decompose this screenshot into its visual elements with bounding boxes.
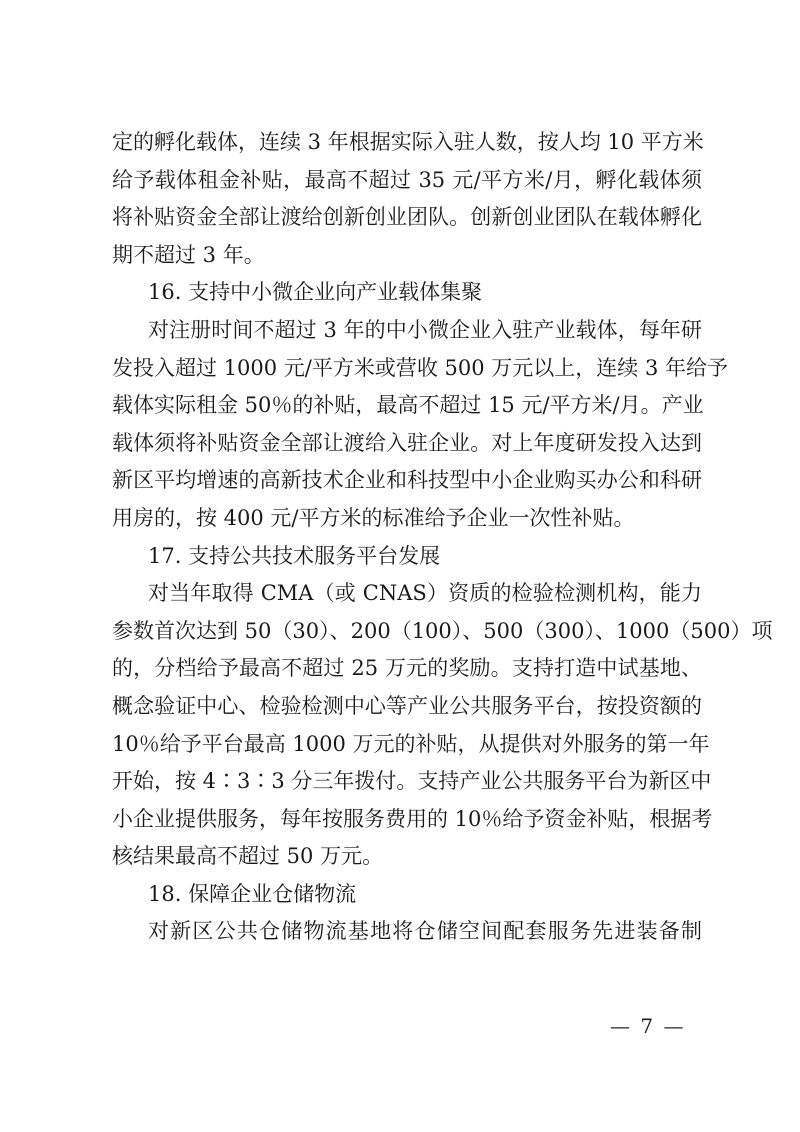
paragraph-line: 用房的，按 400 元/平方米的标准给予企业一次性补贴。 — [112, 505, 635, 530]
paragraph-line: 开始，按 4∶3∶3 分三年拨付。支持产业公共服务平台为新区中 — [112, 769, 712, 794]
paragraph-line: 载体实际租金 50％的补贴，最高不超过 15 元/平方米/月。产业 — [112, 393, 704, 418]
paragraph-line: 载体须将补贴资金全部让渡给入驻企业。对上年度研发投入达到 — [112, 430, 702, 455]
section-heading-16: 16. 支持中小微企业向产业载体集聚 — [148, 280, 483, 305]
paragraph-line: 概念验证中心、检验检测中心等产业公共服务平台，按投资额的 — [112, 693, 702, 718]
paragraph-line: 核结果最高不超过 50 万元。 — [112, 844, 384, 869]
page-number: — 7 — — [610, 1014, 686, 1038]
paragraph-line: 对注册时间不超过 3 年的中小微企业入驻产业载体，每年研 — [148, 317, 702, 342]
paragraph-line: 10％给予平台最高 1000 万元的补贴，从提供对外服务的第一年 — [112, 731, 710, 756]
section-heading-18: 18. 保障企业仓储物流 — [148, 881, 357, 906]
paragraph-line: 对当年取得 CMA（或 CNAS）资质的检验检测机构，能力 — [148, 581, 702, 606]
paragraph-line: 对新区公共仓储物流基地将仓储空间配套服务先进装备制 — [148, 919, 702, 944]
paragraph-line: 发投入超过 1000 元/平方米或营收 500 万元以上，连续 3 年给予 — [112, 355, 729, 380]
paragraph-line: 给予载体租金补贴，最高不超过 35 元/平方米/月，孵化载体须 — [112, 167, 702, 192]
paragraph-line: 参数首次达到 50（30）、200（100）、500（300）、1000（500）项 — [112, 618, 773, 643]
section-heading-17: 17. 支持公共技术服务平台发展 — [148, 543, 441, 568]
paragraph-line: 的，分档给予最高不超过 25 万元的奖励。支持打造中试基地、 — [112, 656, 702, 681]
document-body — [112, 124, 773, 951]
paragraph-line: 将补贴资金全部让渡给创新创业团队。创新创业团队在载体孵化 — [112, 205, 702, 230]
paragraph-line: 定的孵化载体，连续 3 年根据实际入驻人数，按人均 10 平方米 — [112, 130, 704, 154]
paragraph-line: 新区平均增速的高新技术企业和科技型中小企业购买办公和科研 — [112, 468, 702, 493]
paragraph-line: 期不超过 3 年。 — [112, 242, 265, 267]
paragraph-line: 小企业提供服务，每年按服务费用的 10％给予资金补贴，根据考 — [112, 806, 713, 831]
